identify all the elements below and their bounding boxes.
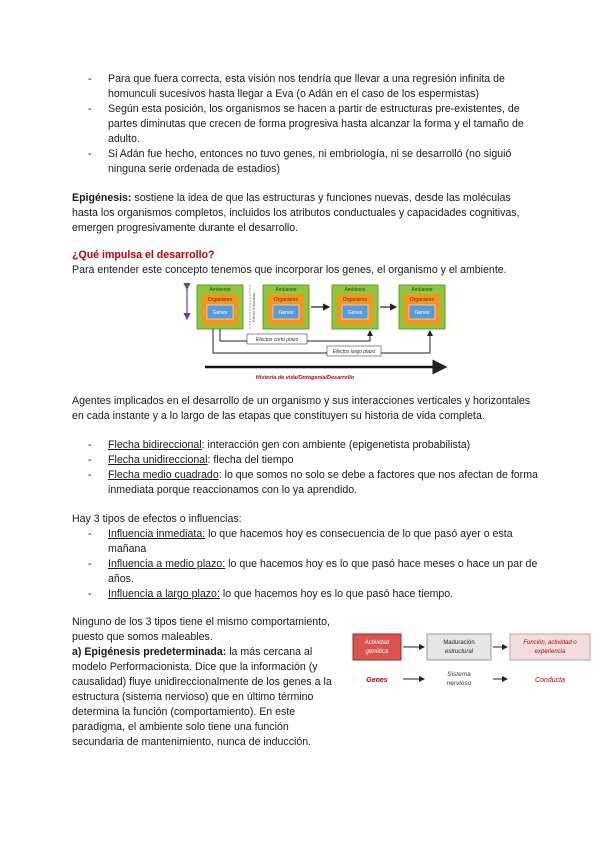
- short-loop-label: Efectos corto plazo: [255, 337, 299, 343]
- influence-text: lo que hacemos hoy es consecuencia de lo que pasó ayer o esta mañana: [108, 528, 513, 555]
- genes-label: Genes: [278, 310, 294, 316]
- arrow-text: : interacción gen con ambiente (epigenetista probabilista): [201, 439, 471, 451]
- influence-term: Influencia inmediata:: [108, 528, 206, 540]
- influence-text: lo que hacemos hoy es lo que pasó hace meses o hace un par de años.: [108, 558, 538, 585]
- influence-term: Influencia a medio plazo:: [108, 558, 226, 570]
- row2-line2: nervioso: [446, 680, 472, 687]
- side-label: Efecto inmediato: [251, 292, 256, 322]
- stage-4: [399, 285, 445, 329]
- genes-label: Genes: [347, 310, 363, 316]
- epigenesis-text: sostiene la idea de que las estructuras y funciones nuevas, desde las moléculas hasta los organismos completos, incluidos los atributos conductuales y capacidades cognitivas, emergen progresivamente durante el desarrollo.: [72, 192, 520, 234]
- bullet-2: - Según esta posición, los organismos se hacen a partir de estructuras pre-existentes, de partes diminutas que crecen de forma progresiva hasta alcanzar la forma y el tamaño de adulto.: [88, 102, 538, 147]
- agents-paragraph: Agentes implicados en el desarrollo de un organismo y sus interacciones verticales y horizontales en cada instante y a lo largo de las etapas que constituyen su historia de vida completa.: [72, 395, 531, 422]
- predetermined-diagram: [352, 632, 592, 692]
- box-genetic-activity: [353, 634, 401, 660]
- arrow-term: Flecha unidireccional: [108, 454, 208, 466]
- stage-1: [197, 285, 243, 329]
- bullet-1: - Para que fuera correcta, esta visión nos tendría que llevar a una regresión infinita de homunculi sucesivos hasta llegar a Eva (o Adán en el caso de los espermistas): [88, 72, 538, 102]
- genes-label: Genes: [212, 310, 228, 316]
- influence-text: lo que hacemos hoy es lo que pasó hace tiempo.: [219, 588, 454, 600]
- genes-row-label: Genes: [366, 677, 388, 684]
- types-intro: Hay 3 tipos de efectos o influencias:: [72, 513, 242, 525]
- ambiente-label: Ambiente: [344, 287, 366, 293]
- arrow-text: : flecha del tiempo: [207, 454, 294, 466]
- organismo-label: Organismo: [409, 297, 435, 303]
- ambiente-label: Ambiente: [209, 287, 231, 293]
- stage-3: [332, 285, 378, 329]
- closing-paragraph-1: Ninguno de los 3 tipos tiene el mismo comportamiento, puesto que somos maleables.: [72, 616, 330, 643]
- bullet-text: Para que fuera correcta, esta visión nos tendría que llevar a una regresión infinita de homunculi sucesivos hasta llegar a Eva (o Adán en el caso de los espermistas): [108, 73, 505, 100]
- box-structural-maturation: [427, 634, 491, 660]
- development-diagram: [175, 281, 450, 387]
- ambiente-label: Ambiente: [275, 287, 297, 293]
- closing-term: a) Epigénesis predeterminada:: [72, 646, 227, 658]
- stage-2: [263, 285, 309, 329]
- influence-term: Influencia a largo plazo:: [108, 588, 220, 600]
- closing-paragraph-2: [72, 645, 342, 750]
- bullet-3: - Si Adán fue hecho, entonces no tuvo genes, ni embriología, ni se desarrolló (no siguió ninguna serie ordenada de estadios): [88, 147, 538, 177]
- arrow-text: : lo que somos no solo se debe a factores que nos afectan de forma inmediata porque reaccionamos con lo ya aprendido.: [108, 469, 538, 496]
- box2-line2: estructural: [444, 649, 474, 655]
- arrow-item-1: - Flecha bidireccional: interacción gen con ambiente (epigenetista probabilista): [88, 439, 471, 451]
- organismo-label: Organismo: [342, 297, 368, 303]
- organismo-label: Organismo: [207, 297, 233, 303]
- influence-item-3: - Influencia a largo plazo: lo que hacemos hoy es lo que pasó hace tiempo.: [88, 588, 454, 600]
- arrow-term: Flecha bidireccional: [108, 439, 202, 451]
- arrow-item-3: - Flecha medio cuadrado: lo que somos no solo se debe a factores que nos afectan de forma inmediata porque reaccionamos con lo ya aprendido.: [88, 469, 538, 496]
- bullet-text: Según esta posición, los organismos se hacen a partir de estructuras pre-existentes, de partes diminutas que crecen de forma progresiva hasta alcanzar la forma y el tamaño de adulto.: [108, 103, 524, 145]
- influence-item-1: - Influencia inmediata: lo que hacemos hoy es consecuencia de lo que pasó ayer o esta mañana: [88, 528, 513, 555]
- organismo-label: Organismo: [273, 297, 299, 303]
- box1-line1: Actividad: [364, 640, 390, 646]
- influence-item-2: - Influencia a medio plazo: lo que hacemos hoy es lo que pasó hace meses o hace un par de años.: [88, 558, 538, 585]
- timeline-caption: Historia de vida/Ontogenia/Desarrollo: [255, 375, 355, 381]
- arrow-item-2: - Flecha unidireccional: flecha del tiempo: [88, 454, 294, 466]
- long-loop-label: Efectos largo plazo: [332, 349, 376, 355]
- arrow-term: Flecha medio cuadrado: [108, 469, 219, 481]
- box-function: [510, 634, 590, 660]
- intro-text: Para entender este concepto tenemos que incorporar los genes, el organismo y el ambiente.: [72, 264, 507, 276]
- box3-line2: experiencia: [534, 649, 566, 655]
- epigenesis-term: Epigénesis:: [72, 192, 132, 204]
- box3-line1: Función, actividad o: [523, 640, 577, 646]
- conducta-row-label: Conducta: [535, 677, 565, 684]
- epigenesis-paragraph: [72, 191, 532, 236]
- ambiente-label: Ambiente: [411, 287, 433, 293]
- row2-line1: Sistema: [447, 671, 471, 678]
- section-heading: ¿Qué impulsa el desarrollo?: [72, 249, 215, 261]
- box1-line2: genética: [365, 649, 389, 655]
- genes-label: Genes: [414, 310, 430, 316]
- box2-line1: Maduración: [443, 640, 475, 646]
- closing-text: la más cercana al modelo Performacionista. Dice que la información (y causalidad) fluye unidireccionalmente de los genes a la estructura (sistema nervioso) que en último término determina la función (comportamiento). En este paradigma, el ambiente solo tiene una función secundaria de mantenimiento, nunca de inducción.: [72, 646, 332, 748]
- bullet-text: Si Adán fue hecho, entonces no tuvo genes, ni embriología, ni se desarrolló (no siguió ninguna serie ordenada de estadios): [108, 148, 512, 175]
